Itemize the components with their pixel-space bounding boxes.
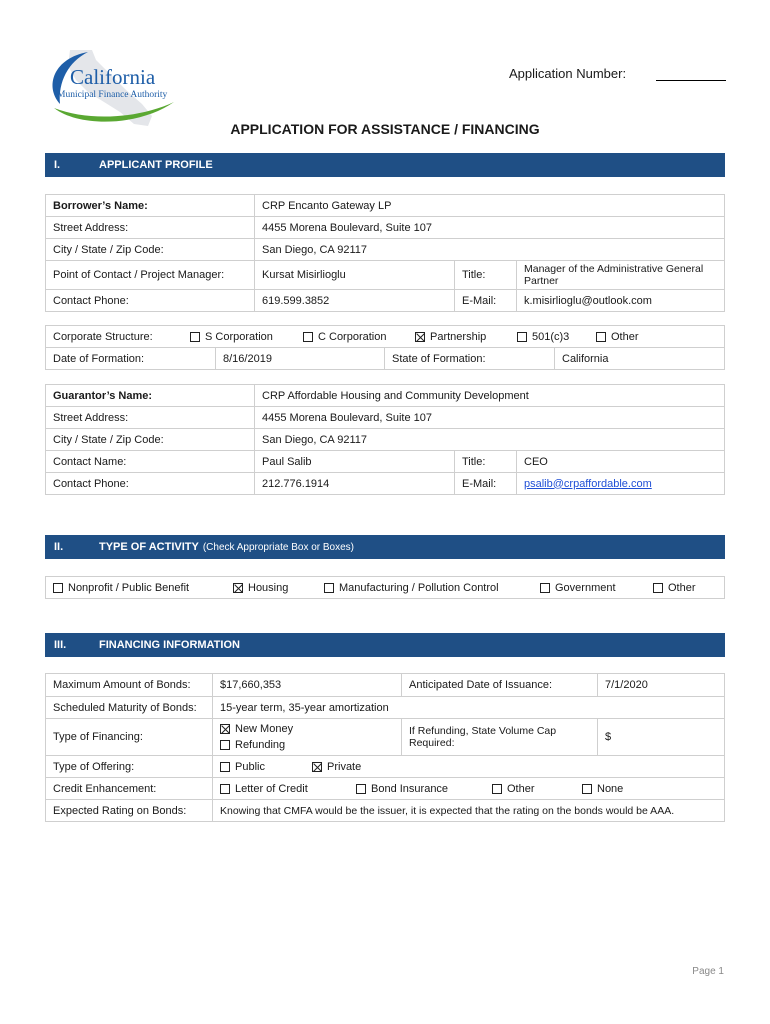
- option-other-activity[interactable]: Other: [653, 582, 696, 594]
- formation-state-value[interactable]: California: [555, 348, 725, 369]
- financing-table: [45, 673, 725, 822]
- checkbox-letter-of-credit[interactable]: [220, 784, 230, 794]
- checkbox-refunding[interactable]: [220, 740, 230, 750]
- borrower-phone-value[interactable]: 619.599.3852: [255, 290, 455, 311]
- checkbox-private[interactable]: [312, 762, 322, 772]
- option-nonprofit[interactable]: Nonprofit / Public Benefit: [53, 582, 189, 594]
- page-number: Page 1: [692, 966, 724, 977]
- guarantor-name-value[interactable]: CRP Affordable Housing and Community Development: [255, 385, 725, 406]
- borrower-street-value[interactable]: 4455 Morena Boulevard, Suite 107: [255, 217, 725, 238]
- financing-type-label: Type of Financing:: [46, 719, 213, 755]
- poc-title-label: Title:: [455, 261, 517, 289]
- guarantor-city-value[interactable]: San Diego, CA 92117: [255, 429, 725, 450]
- borrower-email-value[interactable]: k.misirlioglu@outlook.com: [517, 290, 725, 311]
- section-1-title: APPLICANT PROFILE: [99, 159, 213, 171]
- borrower-name-label: Borrower’s Name:: [46, 195, 255, 216]
- borrower-phone-label: Contact Phone:: [46, 290, 255, 311]
- cmfa-logo: [40, 46, 180, 128]
- guarantor-street-label: Street Address:: [46, 407, 255, 428]
- checkbox-partnership[interactable]: [415, 332, 425, 342]
- borrower-table: [45, 194, 725, 312]
- offering-type-label: Type of Offering:: [46, 756, 213, 777]
- option-government[interactable]: Government: [540, 582, 616, 594]
- section-2-title-wrap: [99, 541, 354, 553]
- issuance-date-label: Anticipated Date of Issuance:: [402, 674, 598, 696]
- option-manufacturing[interactable]: Manufacturing / Pollution Control: [324, 582, 499, 594]
- checkbox-s-corporation[interactable]: [190, 332, 200, 342]
- corporate-structure-label: Corporate Structure:: [53, 330, 153, 343]
- borrower-city-label: City / State / Zip Code:: [46, 239, 255, 260]
- application-number-label: Application Number:: [509, 66, 627, 81]
- option-other-credit[interactable]: Other: [492, 783, 535, 795]
- document-title: APPLICATION FOR ASSISTANCE / FINANCING: [230, 121, 540, 137]
- expected-rating-value[interactable]: Knowing that CMFA would be the issuer, it is expected that the rating on the bonds would be AAA.: [213, 800, 725, 821]
- section-2-subtitle: (Check Appropriate Box or Boxes): [202, 542, 355, 553]
- guarantor-title-label: Title:: [455, 451, 517, 472]
- guarantor-title-value[interactable]: CEO: [517, 451, 725, 472]
- checkbox-public[interactable]: [220, 762, 230, 772]
- section-3-number: III.: [54, 639, 67, 651]
- checkbox-other-credit[interactable]: [492, 784, 502, 794]
- guarantor-contact-label: Contact Name:: [46, 451, 255, 472]
- option-c-corporation[interactable]: C Corporation: [303, 331, 386, 343]
- maturity-label: Scheduled Maturity of Bonds:: [46, 697, 213, 718]
- poc-label: Point of Contact / Project Manager:: [46, 261, 255, 289]
- formation-date-value[interactable]: 8/16/2019: [216, 348, 385, 369]
- option-refunding[interactable]: Refunding: [220, 739, 285, 751]
- option-housing[interactable]: Housing: [233, 582, 288, 594]
- checkbox-bond-insurance[interactable]: [356, 784, 366, 794]
- activity-table: [45, 576, 725, 599]
- credit-enhancement-label: Credit Enhancement:: [46, 778, 213, 799]
- option-letter-of-credit[interactable]: Letter of Credit: [220, 783, 308, 795]
- borrower-city-value[interactable]: San Diego, CA 92117: [255, 239, 725, 260]
- guarantor-table: [45, 384, 725, 495]
- poc-value[interactable]: Kursat Misirlioglu: [255, 261, 455, 289]
- guarantor-phone-label: Contact Phone:: [46, 473, 255, 494]
- formation-state-label: State of Formation:: [385, 348, 555, 369]
- guarantor-city-label: City / State / Zip Code:: [46, 429, 255, 450]
- poc-title-value[interactable]: Manager of the Administrative General Partner: [517, 261, 725, 289]
- checkbox-manufacturing[interactable]: [324, 583, 334, 593]
- guarantor-email-link[interactable]: psalib@crpaffordable.com: [524, 477, 652, 490]
- option-bond-insurance[interactable]: Bond Insurance: [356, 783, 448, 795]
- formation-date-label: Date of Formation:: [46, 348, 216, 369]
- checkbox-new-money[interactable]: [220, 724, 230, 734]
- option-private[interactable]: Private: [312, 761, 361, 773]
- section-3-title: FINANCING INFORMATION: [99, 639, 240, 651]
- max-bonds-value[interactable]: $17,660,353: [213, 674, 402, 696]
- guarantor-contact-value[interactable]: Paul Salib: [255, 451, 455, 472]
- option-501c3[interactable]: 501(c)3: [517, 331, 569, 343]
- guarantor-street-value[interactable]: 4455 Morena Boulevard, Suite 107: [255, 407, 725, 428]
- checkbox-other-structure[interactable]: [596, 332, 606, 342]
- option-s-corporation[interactable]: S Corporation: [190, 331, 273, 343]
- refunding-value[interactable]: $: [598, 719, 725, 755]
- borrower-name-value[interactable]: CRP Encanto Gateway LP: [255, 195, 725, 216]
- refunding-label: If Refunding, State Volume Cap Required:: [402, 719, 598, 755]
- borrower-street-label: Street Address:: [46, 217, 255, 238]
- option-partnership[interactable]: Partnership: [415, 331, 486, 343]
- logo-subtitle: Municipal Finance Authority: [57, 90, 168, 100]
- section-3-header: [45, 633, 725, 657]
- checkbox-nonprofit[interactable]: [53, 583, 63, 593]
- checkbox-other-activity[interactable]: [653, 583, 663, 593]
- issuance-date-value[interactable]: 7/1/2020: [598, 674, 725, 696]
- expected-rating-label: Expected Rating on Bonds:: [46, 800, 213, 821]
- maturity-value[interactable]: 15-year term, 35-year amortization: [213, 697, 725, 718]
- checkbox-housing[interactable]: [233, 583, 243, 593]
- logo-title: California: [70, 65, 156, 89]
- option-other-structure[interactable]: Other: [596, 331, 639, 343]
- checkbox-none[interactable]: [582, 784, 592, 794]
- section-2-number: II.: [54, 541, 64, 553]
- option-none[interactable]: None: [582, 783, 623, 795]
- financing-type-options: [213, 719, 402, 755]
- max-bonds-label: Maximum Amount of Bonds:: [46, 674, 213, 696]
- section-2-title: TYPE OF ACTIVITY: [99, 541, 199, 553]
- option-new-money[interactable]: New Money: [220, 723, 293, 735]
- guarantor-phone-value[interactable]: 212.776.1914: [255, 473, 455, 494]
- guarantor-name-label: Guarantor’s Name:: [46, 385, 255, 406]
- corporate-table: [45, 325, 725, 370]
- offering-type-cell: [213, 756, 725, 777]
- checkbox-501c3[interactable]: [517, 332, 527, 342]
- application-number-field[interactable]: [656, 80, 726, 81]
- section-1-number: I.: [54, 159, 61, 171]
- checkbox-c-corporation[interactable]: [303, 332, 313, 342]
- section-1-header: [45, 153, 725, 177]
- guarantor-email-label: E-Mail:: [455, 473, 517, 494]
- checkbox-government[interactable]: [540, 583, 550, 593]
- borrower-email-label: E-Mail:: [455, 290, 517, 311]
- section-2-header: [45, 535, 725, 559]
- option-public[interactable]: Public: [220, 761, 265, 773]
